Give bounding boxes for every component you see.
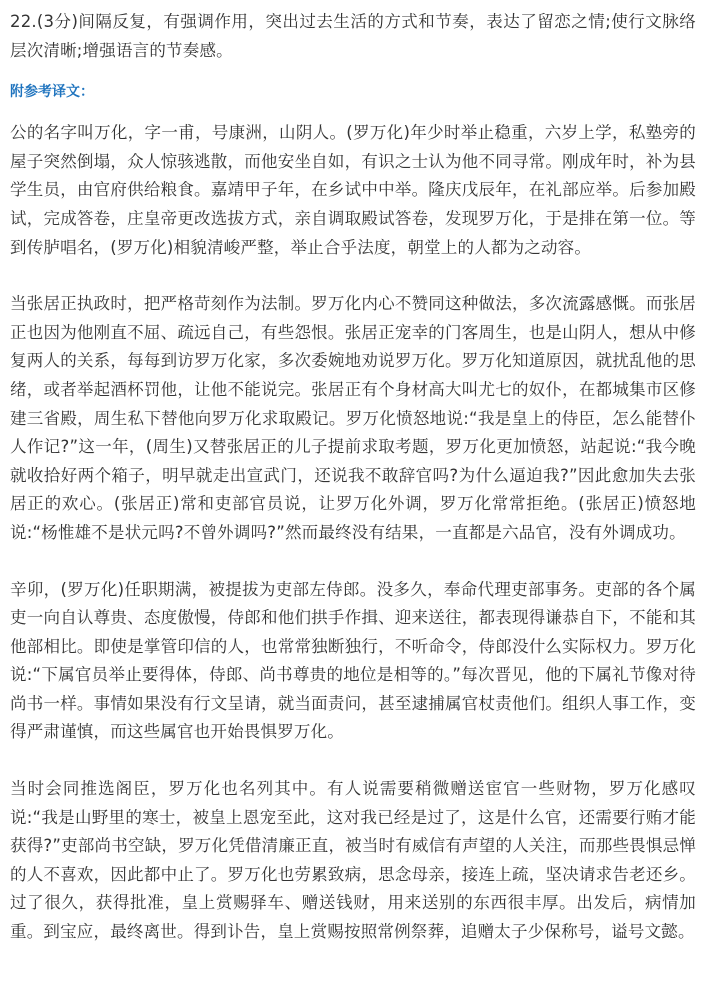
translation-paragraph-4: 当时会同推选阁臣，罗万化也名列其中。有人说需要稍微赠送宦官一些财物，罗万化感叹说:“我是山野里的寒士，被皇上恩宠至此，这对我已经是过了，这是什么官，还需要行贿才能获得?”吏部尚书空缺，罗万化凭借清廉正直，被当时有威信有声望的人关注，而那些畏惧忌惮的人不喜欢，因此都中止了。罗万化也劳累致病，思念母亲，接连上疏，坚决请求告老还乡。过了很久，获得批准，皇上赏赐驿车、赠送钱财，用来送别的东西很丰厚。出发后，病情加重。到宝应，最终离世。得到讣告，皇上赏赐按照常例祭葬，追赠太子少保称号，谥号文懿。	[10, 779, 696, 942]
spacer	[10, 65, 696, 81]
reference-translation-heading: 附参考译文：	[10, 84, 94, 101]
spacer	[10, 747, 696, 775]
translation-paragraph-3: 辛卯，(罗万化)任职期满，被提拔为吏部左侍郎。没多久，奉命代理吏部事务。吏部的各个属吏一向自认尊贵、态度傲慢，侍郎和他们拱手作揖、迎来送往，都表现得谦恭自下，不能和其他部相比。即使是掌管印信的人，也常常独断独行，不听命令，侍郎没什么实际权力。罗万化说:“下属官员举止要得体，侍郎、尚书尊贵的地位是相等的。”每次晋见，他的下属礼节像对待尚书一样。事情如果没有行文呈请，就当面责问，甚至逮捕属官杖责他们。组织人事工作，变得严肃谨慎，而这些属官也开始畏惧罗万化。	[10, 579, 696, 742]
spacer	[10, 103, 696, 119]
translation-paragraph-1: 公的名字叫万化，字一甫，号康洲，山阴人。(罗万化)年少时举止稳重，六岁上学，私塾旁的屋子突然倒塌，众人惊骇逃散，而他安坐自如，有识之士认为他不同寻常。刚成年时，补为县学生员，由官府供给粮食。嘉靖甲子年，在乡试中中举。隆庆戊辰年，在礼部应举。后参加殿试，完成答卷，庄皇帝更改选拔方式，亲自调取殿试答卷，发现罗万化，于是排在第一位。等到传胪唱名，(罗万化)相貌清峻严整，举止合乎法度，朝堂上的人都为之动容。	[10, 123, 696, 257]
answer-line: 22.(3分)间隔反复，有强调作用，突出过去生活的方式和节奏，表达了留恋之情;使行文脉络层次清晰;增强语言的节奏感。	[10, 12, 696, 60]
translation-paragraph-2: 当张居正执政时，把严格苛刻作为法制。罗万化内心不赞同这种做法，多次流露感慨。而张居正也因为他刚直不屈、疏远自己，有些怨恨。张居正宠幸的门客周生，也是山阴人，想从中修复两人的关系，每每到访罗万化家，多次委婉地劝说罗万化。罗万化知道原因，就扰乱他的思绪，或者举起酒杯罚他，让他不能说完。张居正有个身材高大叫尤七的奴仆，在都城集市区修建三省殿，周生私下替他向罗万化求取殿记。罗万化愤怒地说:“我是皇上的侍臣，怎么能替仆人作记?”这一年，(周生)又替张居正的儿子提前求取考题，罗万化更加愤怒，站起说:“我今晚就收拾好两个箱子，明早就走出宣武门，还说我不敢辞官吗?为什么逼迫我?”因此愈加失去张居正的欢心。(张居正)常和吏部官员说，让罗万化外调，罗万化常常拒绝。(张居正)愤怒地说:“杨惟雄不是状元吗?不曾外调吗?”然而最终没有结果，一直都是六品官，没有外调成功。	[10, 294, 696, 542]
spacer	[10, 262, 696, 290]
spacer	[10, 548, 696, 576]
